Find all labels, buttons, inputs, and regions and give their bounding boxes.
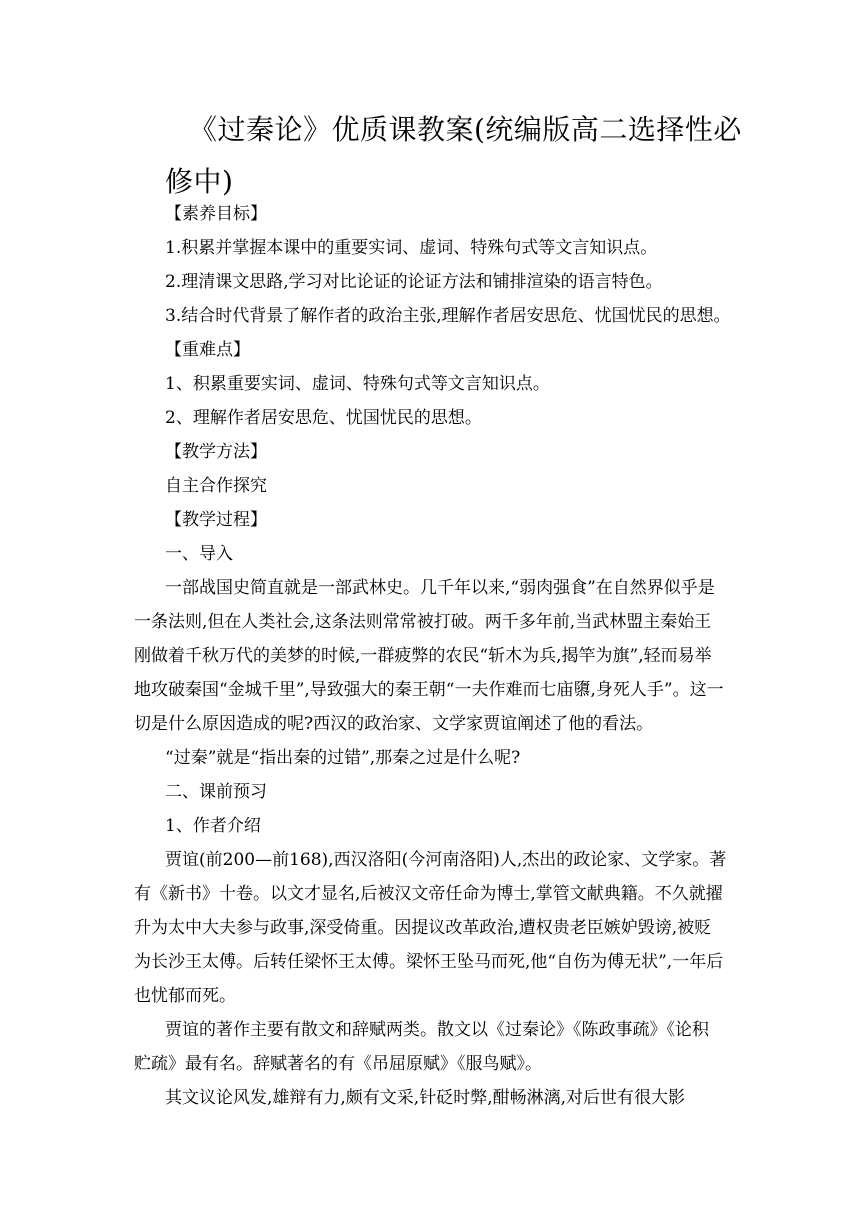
subheading-intro: 一、导入 xyxy=(165,544,233,564)
document-body xyxy=(134,197,735,1115)
paragraph-line: 切是什么原因造成的呢?西汉的政治家、文学家贾谊阐述了他的看法。 xyxy=(134,714,654,734)
intro-question: “过秦”就是“指出秦的过错”,那秦之过是什么呢? xyxy=(165,748,521,768)
keypoint-item: 1、积累重要实词、虚词、特殊句式等文言知识点。 xyxy=(165,374,550,394)
goal-item: 2.理清课文思路,学习对比论证的论证方法和铺排渲染的语言特色。 xyxy=(165,272,663,292)
works-paragraph xyxy=(134,1013,735,1081)
keypoint-item: 2、理解作者居安思危、忧国忧民的思想。 xyxy=(165,408,482,428)
subheading-preview: 二、课前预习 xyxy=(165,782,267,802)
paragraph-line: 有《新书》十卷。以文才显名,后被汉文帝任命为博士,掌管文献典籍。不久就擢 xyxy=(134,884,723,904)
paragraph-line: 升为太中大夫参与政事,深受倚重。因提议改革政治,遭权贵老臣嫉妒毁谤,被贬 xyxy=(134,918,712,938)
paragraph-line: 也忧郁而死。 xyxy=(134,986,236,1006)
paragraph-line: 一部战国史简直就是一部武林史。几千年以来,“弱肉强食”在自然界似乎是 xyxy=(165,578,715,598)
subheading-author: 1、作者介绍 xyxy=(165,816,261,836)
section-heading-process: 【教学过程】 xyxy=(165,510,267,530)
methods-text: 自主合作探究 xyxy=(165,476,267,496)
document-title: 《过秦论》优质课教案(统编版高二选择性必修中) xyxy=(165,113,742,198)
paragraph-line: 贾谊的著作主要有散文和辞赋两类。散文以《过秦论》《陈政事疏》《论积 xyxy=(165,1020,709,1040)
paragraph-line: 贮疏》最有名。辞赋著名的有《吊屈原赋》《服鸟赋》。 xyxy=(134,1054,542,1074)
style-paragraph xyxy=(165,1081,735,1115)
paragraph-line: 其文议论风发,雄辩有力,颇有文采,针砭时弊,酣畅淋漓,对后世有很大影 xyxy=(165,1088,686,1108)
paragraph-line: 地攻破秦国“金城千里”,导致强大的秦王朝“一夫作难而七庙隳,身死人手”。这一 xyxy=(134,680,724,700)
section-heading-keypoints: 【重难点】 xyxy=(165,340,250,360)
author-paragraph xyxy=(134,843,735,1013)
section-heading-methods: 【教学方法】 xyxy=(165,442,267,462)
goal-item: 1.积累并掌握本课中的重要实词、虚词、特殊句式等文言知识点。 xyxy=(165,238,658,258)
paragraph-line: 刚做着千秋万代的美梦的时候,一群疲弊的农民“斩木为兵,揭竿为旗”,轻而易举 xyxy=(134,646,712,666)
section-heading-goals: 【素养目标】 xyxy=(165,204,267,224)
paragraph-line: 为长沙王太傅。后转任梁怀王太傅。梁怀王坠马而死,他“自伤为傅无状”,一年后 xyxy=(134,952,724,972)
paragraph-line: 贾谊(前200—前168),西汉洛阳(今河南洛阳)人,杰出的政论家、文学家。著 xyxy=(165,850,727,870)
paragraph-line: 一条法则,但在人类社会,这条法则常常被打破。两千多年前,当武林盟主秦始王 xyxy=(134,612,712,632)
intro-paragraph xyxy=(134,571,735,741)
goal-item: 3.结合时代背景了解作者的政治主张,理解作者居安思危、忧国忧民的思想。 xyxy=(165,306,731,326)
